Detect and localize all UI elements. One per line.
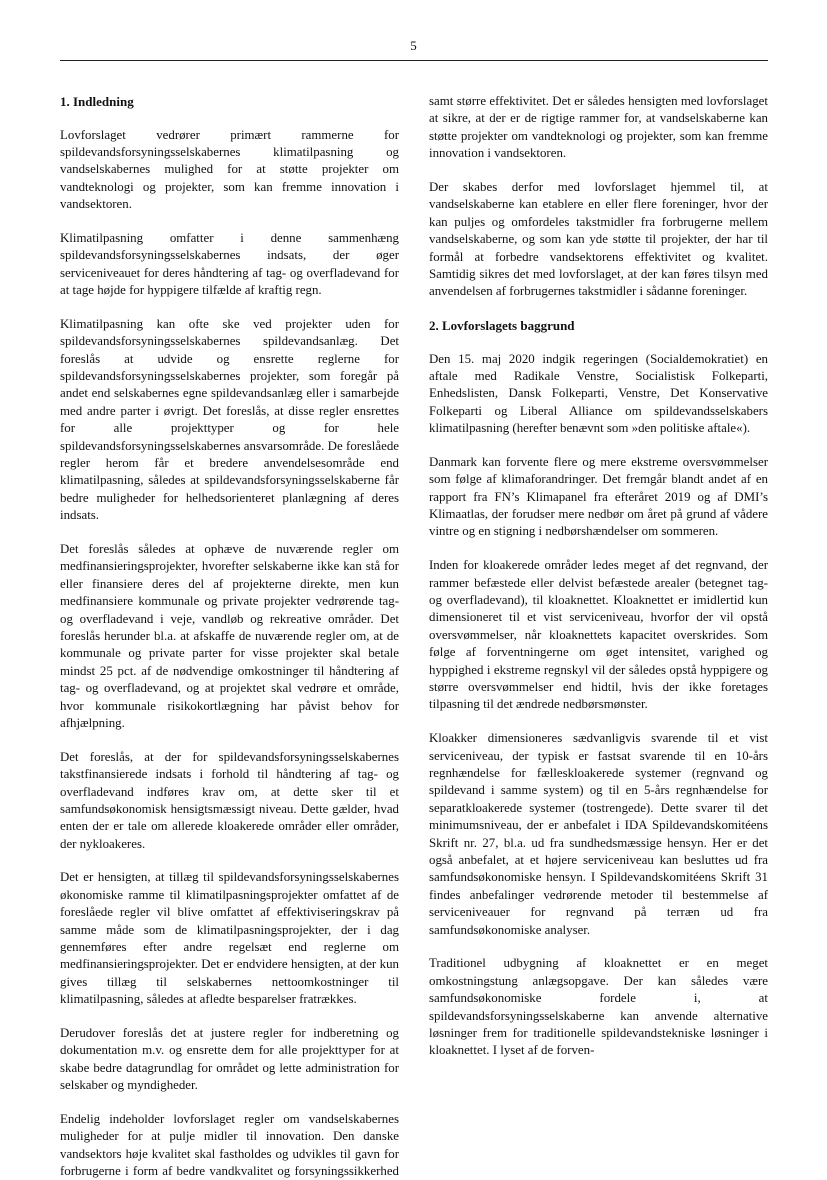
paragraph: Lovforslaget vedrører primært rammerne for spildevandsforsyningsselskabernes klimatilpasning og vandselskabernes mulighed for at støtte projekter om vandteknologi og projekter, som kan fremme innovation i vandsektoren. — [60, 127, 399, 212]
paragraph: Der skabes derfor med lovforslaget hjemmel til, at vandselskaberne kan etablere en eller flere foreninger, hvor der kan puljes og omfordeles takstmidler fra forbrugerne mellem vandselskaberne, og som kan yde støtte til projekter, der har til formål at forbedre vandsektorens effektivitet og kvalitet. Samtidig sikres det med lovforslaget, at der kan føres tilsyn med anvendelsen af forbrugernes takstmidler i sådanne foreninger. — [429, 179, 768, 299]
left-column — [60, 93, 399, 1180]
header-rule — [60, 60, 768, 61]
page-number: 5 — [410, 38, 417, 53]
paragraph: Den 15. maj 2020 indgik regeringen (Socialdemokratiet) en aftale med Radikale Venstre, Socialistisk Folkeparti, Enhedslisten, Dansk Folkeparti, Venstre, Det Konservative Folkeparti og Liberal Alliance om spildevandsselskabers klimatilpasning (herefter benævnt som »den politiske aftale«). — [429, 351, 768, 436]
paragraph: Det foreslås således at ophæve de nuværende regler om medfinansieringsprojekter, hvorefter selskaberne ikke kan stå for eller finansiere deres del af projekterne direkte, men kun medfinansiere kommunale og private projekter vedrørende tag- og overfladevand i veje, vandløb og rekreative områder. Det foreslås herunder bl.a. at afskaffe de nuværende regler om, at de kommunale og private parter for visse projekter skal betale mindst 25 pct. af de nødvendige omkostninger til håndtering af tag- og overfladevand, og at projektet skal vedrøre et område, hvor kommunale risikokortlægning har påvist behov for afhjælpning. — [60, 541, 399, 730]
paragraph: Klimatilpasning kan ofte ske ved projekter uden for spildevandsforsyningsselskabernes spildevandsanlæg. Det foreslås at udvide og ensrette reglerne for spildevandsforsyningsselskabernes projekter, som foregår på andet end selskabernes egne spildevandsanlæg eller i samarbejde med andre parter i øvrigt. Det foreslås, at disse regler ensrettes for alle projekttyper og for hele spildevandsforsyningsselskabernes ansvarsområde. De foreslåede regler herom får et bredere anvendelsesområde end klimatilpasning, således at spildevandsforsyningsselskaberne får bedre muligheder for helhedsorienteret planlægning af deres indsats. — [60, 316, 399, 523]
paragraph: Derudover foreslås det at justere regler for indberetning og dokumentation m.v. og ensrette dem for alle projekttyper for at skabe bedre datagrundlag for området og lette administration for selskaber og myndigheder. — [60, 1025, 399, 1093]
paragraph-continued: Endelig indeholder lovforslaget regler om vandselskabernes muligheder for at pulje midler til innovation. Den danske vandsektors høje kvalitet skal fastholdes og udvikles til gavn for forbrugerne i form af bedre vandkvalitet og forsyningssikkerhed — [60, 1111, 399, 1179]
paragraph: Danmark kan forvente flere og mere ekstreme oversvømmelser som følge af klimaforandringer. Det fremgår blandt andet af en rapport fra FN’s Klimapanel fra efteråret 2019 og af DMI’s Klimaatlas, der forudser mere nedbør om året på grund af vådere vintre og en stigning i nedbørshændelser om sommeren. — [429, 454, 768, 539]
paragraph: Det er hensigten, at tillæg til spildevandsforsyningsselskabernes økonomiske ramme til klimatilpasningsprojekter omfattet af de foreslåede regler vil blive omfattet af effektiviseringskrav på samme måde som de klimatilpasningsprojekter, der i dag gennemføres efter andre regelsæt end reglerne om medfinansieringsprojekter. Det er endvidere hensigten, at der kun gives tillæg til selskabernes nettoomkostninger til klimatilpasning, således at afledte besparelser fratrækkes. — [60, 870, 399, 1007]
right-column — [429, 93, 768, 1076]
paragraph-continuation — [429, 93, 768, 163]
paragraph: Det foreslås, at der for spildevandsforsyningsselskabernes takstfinansierede indsats i forhold til håndtering af tag- og overfladevand indføres krav om, at dette sker til et samfundsøkonomisk hensigtsmæssigt niveau. Dette gælder, hvad enten der er tale om allerede kloakerede områder eller områder, der nykloakeres. — [60, 749, 399, 851]
paragraph: Traditionel udbygning af kloaknettet er en meget omkostningstung anlægsopgave. Der kan således være samfundsøkonomiske fordele i, at spildevandsforsyningsselskaberne kan anvende alternative løsninger frem for traditionelle spildevandstekniske løsninger i kloaknettet. I lyset af de forven- — [429, 956, 768, 1058]
paragraph: Kloakker dimensioneres sædvanligvis svarende til et vist serviceniveau, der typisk er fastsat svarende til en 10-års regnhændelse for fælleskloakerede systemer (regnvand og spildevand i samme system) og til en 5-års regnhændelse for separatkloakerede systemer (tostrengede). Dette svarer til det minimumsniveau, der er anbefalet i IDA Spildevandskomitéens Skrift nr. 27, bl.a. ud fra sundhedsmæssige hensyn. Her er det også anbefalet, at et højere serviceniveau kan besluttes ud fra samfundsøkonomiske hensyn. I Spildevandskomitéens Skrift 31 findes anbefalinger vedrørende metoder til bestemmelse af serviceniveauer for regnvand på terræn ud fra samfundsøkonomiske analyser. — [429, 731, 768, 937]
paragraph-continuation-text: samt større effektivitet. Det er således hensigten med lovforslaget at sikre, at der er de rigtige rammer for, at vandselskaberne kan støtte projekter om vandteknologi og projekter, som kan fremme innovation i vandsektoren. — [429, 94, 768, 161]
paragraph: Klimatilpasning omfatter i denne sammenhæng spildevandsforsyningsselskabernes indsats, der øger serviceniveauet for deres håndtering af tag- og overfladevand for at tage højde for hyppigere tilfælde af kraftig regn. — [60, 230, 399, 298]
paragraph: Inden for kloakerede områder ledes meget af det regnvand, der rammer befæstede eller delvist befæstede arealer (betegnet tag- og overfladevand), til kloaknettet. Kloaknettet er imidlertid kun dimensioneret til et vist serviceniveau, hvorfor der vil opstå oversvømmelser, når kloaknettets kapacitet overskrides. Som følge af forventningerne om øget intensitet, varighed og hyppighed i ekstreme regnskyl vil der således opstå hyppigere og større oversvømmelser end hidtil, hvis der ikke foretages tilpasning til det ændrede nedbørsmønster. — [429, 558, 768, 712]
section-heading-baggrund: 2. Lovforslagets baggrund — [429, 318, 575, 334]
section-heading-indledning: 1. Indledning — [60, 94, 134, 109]
